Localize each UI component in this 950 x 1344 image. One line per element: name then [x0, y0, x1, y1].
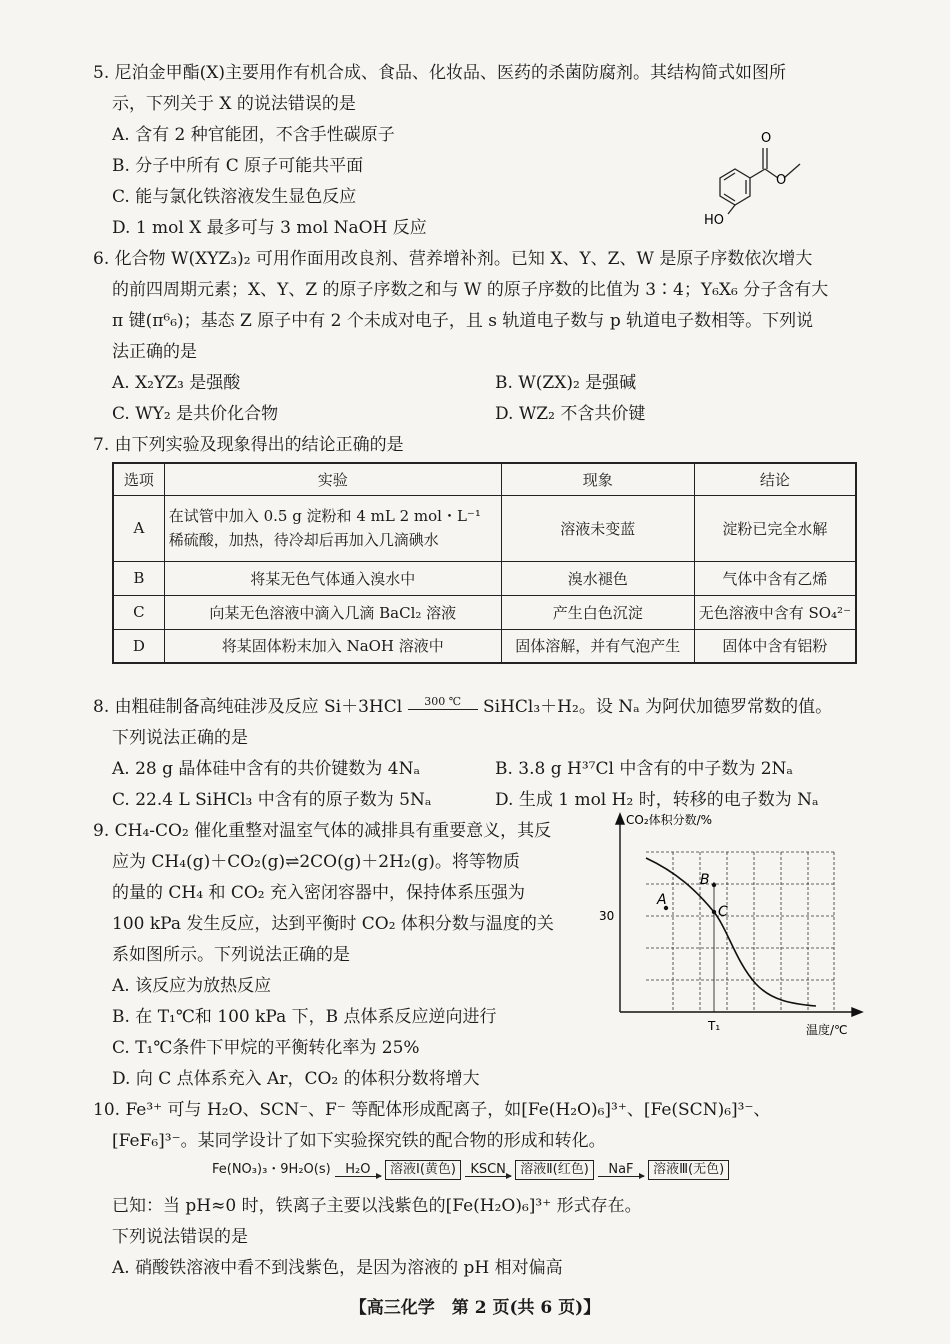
q9-stem-line2: 应为 CH₄(g)＋CO₂(g)⇌2CO(g)＋2H₂(g)。将等物质 — [112, 852, 520, 872]
q10-stem-line2: [FeF₆]³⁻。某同学设计了如下实验探究铁的配合物的形成和转化。 — [112, 1131, 606, 1151]
flow-reagent-2: KSCN — [470, 1162, 506, 1177]
q7-cell: 气体中含有乙烯 — [694, 561, 856, 595]
q8-option-d: D. 生成 1 mol H₂ 时，转移的电子数为 Nₐ — [495, 790, 819, 810]
flow-arrow-3 — [598, 1163, 644, 1181]
q10-option-a: A. 硝酸铁溶液中看不到浅紫色，是因为溶液的 pH 相对偏高 — [112, 1258, 563, 1278]
chart-axes — [616, 814, 862, 1016]
flow-arrow-1 — [335, 1163, 381, 1181]
q5-option-b: B. 分子中所有 C 原子可能共平面 — [112, 156, 364, 176]
q9-option-c: C. T₁℃条件下甲烷的平衡转化率为 25% — [112, 1038, 420, 1058]
q9-stem-line1: 9. CH₄-CO₂ 催化重整对温室气体的减排具有重要意义，其反 — [93, 821, 552, 841]
table-row — [113, 495, 856, 561]
q9-stem-line4: 100 kPa 发生反应，达到平衡时 CO₂ 体积分数与温度的关 — [112, 914, 554, 934]
q7-header-conclusion: 结论 — [694, 463, 856, 495]
q6-option-b: B. W(ZX)₂ 是强碱 — [495, 373, 637, 393]
q5-option-a: A. 含有 2 种官能团，不含手性碳原子 — [112, 125, 395, 145]
q7-cell: 产生白色沉淀 — [501, 595, 694, 629]
q7-header-phenomenon: 现象 — [501, 463, 694, 495]
q7-cell: 在试管中加入 0.5 g 淀粉和 4 mL 2 mol・L⁻¹ 稀硫酸，加热，待冷却后再加入几滴碘水 — [164, 495, 501, 561]
q7-cell: 淀粉已完全水解 — [694, 495, 856, 561]
q5-stem-line1: 5. 尼泊金甲酯(X)主要用作有机合成、食品、化妆品、医药的杀菌防腐剂。其结构简式如图所 — [93, 63, 786, 83]
q9-stem-line3: 的量的 CH₄ 和 CO₂ 充入密闭容器中，保持体系压强为 — [112, 883, 526, 903]
q7-cell: 将某固体粉末加入 NaOH 溶液中 — [164, 629, 501, 663]
x-axis-label: 温度/℃ — [806, 1023, 848, 1037]
flow-arrow-2 — [465, 1163, 511, 1181]
q7-experiment-table — [112, 462, 857, 664]
q8-option-b: B. 3.8 g H³⁷Cl 中含有的中子数为 2Nₐ — [495, 759, 793, 779]
flow-reagent-1: H₂O — [345, 1162, 371, 1177]
q7-cell: 将某无色气体通入溴水中 — [164, 561, 501, 595]
y-tick-30: 30 — [599, 909, 615, 923]
q9-option-d: D. 向 C 点体系充入 Ar，CO₂ 的体积分数将增大 — [112, 1069, 480, 1089]
page-footer: 【高三化学 第 2 页(共 6 页)】 — [349, 1298, 601, 1318]
q7-cell: A — [113, 495, 164, 561]
q7-cell: 溴水褪色 — [501, 561, 694, 595]
q9-stem-line5: 系如图所示。下列说法正确的是 — [112, 945, 350, 965]
q8-reaction-arrow — [408, 695, 478, 710]
chart-grid — [646, 852, 834, 1012]
q6-option-d: D. WZ₂ 不含共价键 — [495, 404, 646, 424]
q6-stem-line4: 法正确的是 — [112, 342, 197, 362]
point-a-label: A — [657, 892, 667, 908]
q9-option-b: B. 在 T₁℃和 100 kPa 下，B 点体系反应逆向进行 — [112, 1007, 497, 1027]
table-row — [113, 561, 856, 595]
table-row — [113, 595, 856, 629]
point-c — [712, 910, 716, 914]
y-axis-label: CO₂体积分数/% — [626, 813, 713, 827]
q6-stem-line2: 的前四周期元素；X、Y、Z 的原子序数之和与 W 的原子序数的比值为 3∶4；Y₆X₆ 分子含有大 — [112, 280, 829, 300]
co2-fraction-curve — [646, 858, 816, 1006]
q8-condition: 300 ℃ — [424, 695, 462, 708]
x-tick-t1: T₁ — [708, 1019, 721, 1033]
q9-option-a: A. 该反应为放热反应 — [112, 976, 272, 996]
q5-option-d: D. 1 mol X 最多可与 3 mol NaOH 反应 — [112, 218, 427, 238]
flow-solution-3: 溶液Ⅲ(无色) — [648, 1160, 729, 1180]
q7-cell: 无色溶液中含有 SO₄²⁻ — [694, 595, 856, 629]
q5-option-c: C. 能与氯化铁溶液发生显色反应 — [112, 187, 357, 207]
q7-cell: 溶液未变蓝 — [501, 495, 694, 561]
methylparaben-structure — [700, 120, 830, 230]
q7-cell: 固体中含有铝粉 — [694, 629, 856, 663]
flow-reagent-3: NaF — [608, 1162, 634, 1177]
q10-flow-diagram — [212, 1158, 729, 1181]
point-c-label: C — [718, 904, 728, 920]
q8-stem-part2: SiHCl₃＋H₂。设 Nₐ 为阿伏加德罗常数的值。 — [483, 697, 833, 717]
q6-option-c: C. WY₂ 是共价化合物 — [112, 404, 279, 424]
q7-stem: 7. 由下列实验及现象得出的结论正确的是 — [93, 435, 404, 455]
q6-stem-line1: 6. 化合物 W(XYZ₃)₂ 可用作面用改良剂、营养增补剂。已知 X、Y、Z、W 是原子序数依次增大 — [93, 249, 813, 269]
q8-stem-line2: 下列说法正确的是 — [112, 728, 248, 748]
flow-solution-2: 溶液Ⅱ(红色) — [515, 1160, 594, 1180]
table-row — [113, 629, 856, 663]
q10-stem-line3: 下列说法错误的是 — [112, 1227, 248, 1247]
q6-option-a: A. X₂YZ₃ 是强酸 — [112, 373, 241, 393]
q7-header-experiment: 实验 — [164, 463, 501, 495]
structure-ho: HO — [704, 213, 725, 228]
q8-option-a: A. 28 g 晶体硅中含有的共价键数为 4Nₐ — [112, 759, 421, 779]
q10-known: 已知：当 pH≈0 时，铁离子主要以浅紫色的[Fe(H₂O)₆]³⁺ 形式存在。 — [112, 1196, 642, 1216]
q7-cell: D — [113, 629, 164, 663]
q8-stem-part1: 8. 由粗硅制备高纯硅涉及反应 Si＋3HCl — [93, 697, 403, 717]
point-b-label: B — [700, 872, 710, 888]
flow-solution-1: 溶液Ⅰ(黄色) — [385, 1160, 461, 1180]
q7-cell: 向某无色溶液中滴入几滴 BaCl₂ 溶液 — [164, 595, 501, 629]
q5-stem-line2: 示，下列关于 X 的说法错误的是 — [112, 94, 356, 114]
q8-stem-line1 — [93, 696, 832, 718]
q6-stem-line3: π 键(π⁶₆)；基态 Z 原子中有 2 个未成对电子，且 s 轨道电子数与 p 轨道电子数相等。下列说 — [112, 311, 814, 331]
structure-ester-o: O — [776, 173, 787, 188]
flow-start: Fe(NO₃)₃・9H₂O(s) — [212, 1162, 331, 1177]
q7-cell: B — [113, 561, 164, 595]
q9-chart — [596, 812, 866, 1044]
q8-option-c: C. 22.4 L SiHCl₃ 中含有的原子数为 5Nₐ — [112, 790, 432, 810]
q7-cell: C — [113, 595, 164, 629]
q7-header-option: 选项 — [113, 463, 164, 495]
point-b — [712, 883, 716, 887]
q10-stem-line1: 10. Fe³⁺ 可与 H₂O、SCN⁻、F⁻ 等配体形成配离子，如[Fe(H₂O)₆]³⁺、[Fe(SCN)₆]³⁻、 — [93, 1100, 771, 1120]
q7-cell: 固体溶解，并有气泡产生 — [501, 629, 694, 663]
structure-carbonyl-o: O — [761, 131, 772, 146]
